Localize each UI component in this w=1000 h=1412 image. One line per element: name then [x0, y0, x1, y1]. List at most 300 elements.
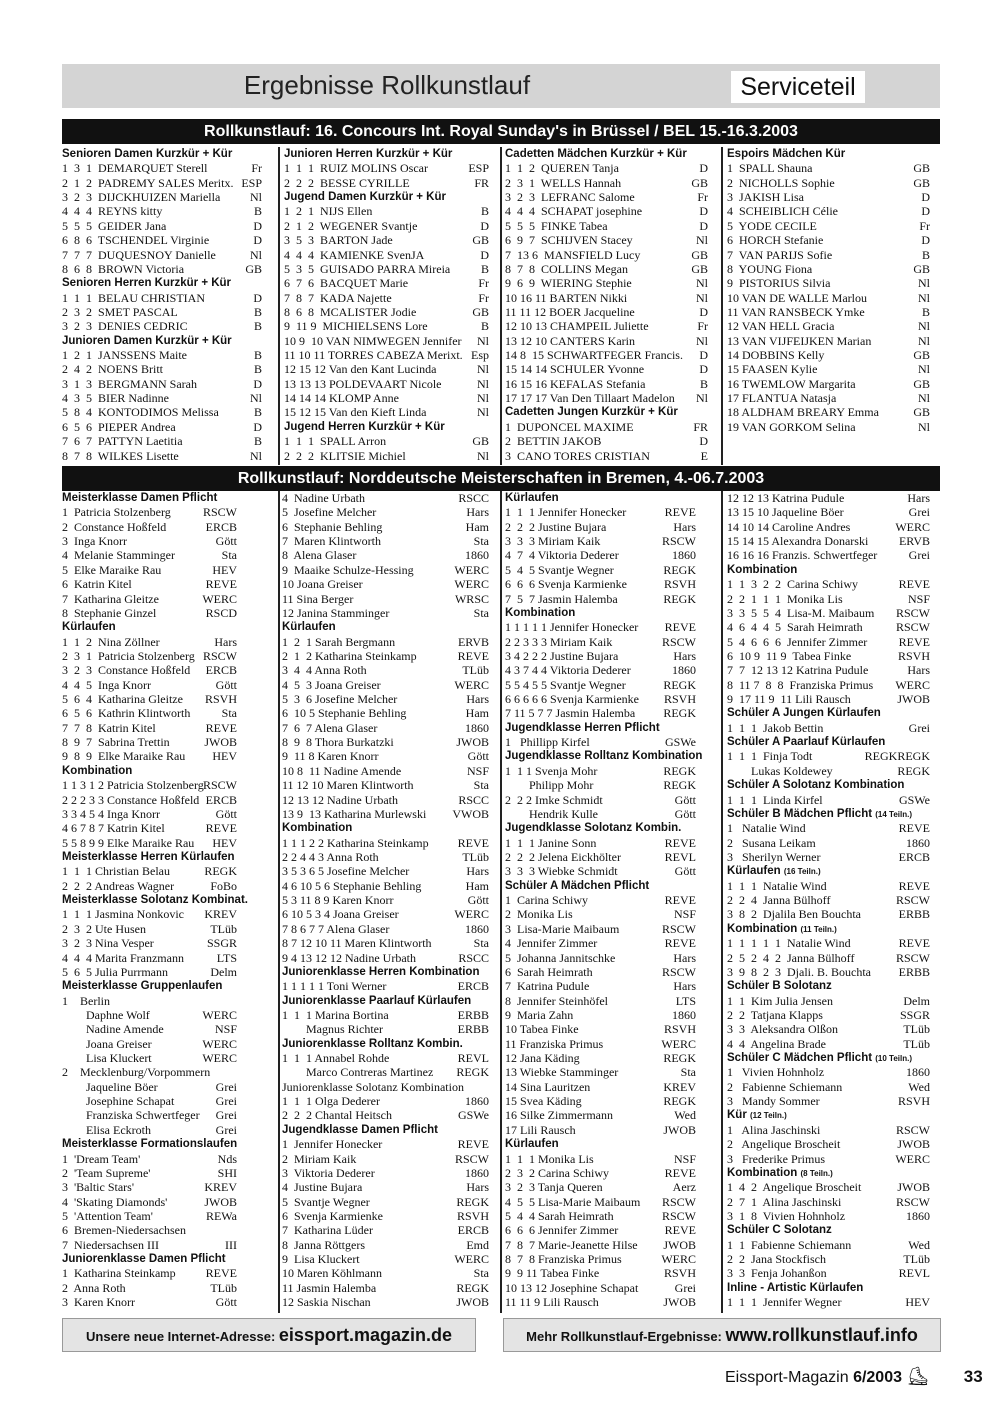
club-code: D — [699, 434, 708, 449]
result-entry: 12 12 13 Katrina Pudule — [727, 491, 845, 505]
club-code: REGK — [663, 1094, 696, 1109]
result-row — [62, 606, 237, 620]
club-code: REVL — [664, 849, 696, 864]
result-entry: 3 5 3 BARTON Jade — [284, 233, 393, 248]
result-entry: 6 8 6 TSCHENDEL Virginie — [62, 233, 210, 248]
category-heading — [505, 879, 696, 893]
result-entry: 9 17 11 9 11 Lili Rausch — [727, 692, 851, 707]
category-heading — [727, 864, 930, 878]
club-code: Ham — [465, 706, 489, 721]
result-entry: 1 1 1 2 2 Katharina Steinkamp — [282, 835, 429, 850]
result-entry: 15 14 14 SCHULER Yvonne — [505, 362, 645, 377]
club-code: ERBB — [898, 907, 930, 922]
result-entry: 8 7 8 COLLINS Megan — [505, 261, 628, 276]
result-row — [282, 1008, 489, 1022]
result-entry: 3 1 3 BERGMANN Sarah — [62, 376, 197, 391]
club-code: TLüb — [210, 1280, 237, 1295]
result-row — [62, 965, 237, 979]
result-entry: Nadine Amende — [86, 1022, 164, 1037]
result-row — [62, 190, 262, 204]
result-entry: 2 1 2 WEGENER Svantje — [284, 218, 418, 233]
result-entry: 9 9 11 Tabea Finke — [505, 1266, 600, 1281]
result-row — [727, 1209, 930, 1223]
result-entry: 9 PISTORIUS Silvia — [727, 276, 831, 291]
result-entry: 2 3 2 Ute Husen — [62, 921, 146, 936]
category-heading — [727, 1223, 930, 1237]
result-row — [62, 420, 262, 434]
result-entry: 4 7 4 Viktoria Dederer — [505, 548, 619, 563]
category-heading-plain — [282, 1080, 489, 1094]
club-code: RSVH — [897, 1094, 930, 1109]
club-code: RSVH — [897, 648, 930, 663]
result-entry: 2 2 4 Janna Bülhoff — [727, 893, 831, 908]
club-code: Nl — [250, 448, 262, 463]
result-entry: 3 3 Aleksandra Olßon — [727, 1022, 838, 1037]
result-row — [505, 893, 696, 907]
result-entry: 4 SCHEIBLICH Célie — [727, 204, 838, 219]
club-code: Esp — [471, 348, 489, 363]
result-entry: 5 5 8 9 9 Elke Maraike Rau — [62, 835, 195, 850]
club-code: D — [699, 218, 708, 233]
result-entry: Philipp Mohr — [529, 778, 594, 793]
club-code: RSCW — [661, 921, 696, 936]
heading-text: Juniorenklasse Herren Kombination — [282, 965, 480, 978]
club-code: Nl — [918, 333, 930, 348]
result-entry: 1 Natalie Wind — [727, 821, 806, 836]
club-code: ERCB — [205, 792, 237, 807]
result-row — [505, 1123, 696, 1137]
result-entry: 2 2 Tatjana Klapps — [727, 1007, 823, 1022]
result-row — [62, 534, 237, 548]
result-row — [727, 1295, 930, 1309]
participant-count: (11 Teiln.) — [800, 924, 837, 934]
result-entry: 2 Monika Lis — [505, 907, 573, 922]
result-entry: 3 Inga Knorr — [62, 534, 127, 549]
club-code: SSGR — [899, 1007, 930, 1022]
result-row — [727, 577, 930, 591]
club-code: D — [699, 348, 708, 363]
club-code: GB — [472, 304, 489, 319]
club-code: Emd — [466, 1237, 489, 1252]
club-code: Fr — [919, 218, 930, 233]
club-code: WERC — [202, 1007, 237, 1022]
result-entry: 5 3 11 8 9 Karen Knorr — [282, 893, 394, 908]
result-row — [62, 348, 262, 362]
result-entry: 1 2 1 Sarah Bergmann — [282, 634, 396, 649]
result-row — [62, 678, 237, 692]
result-entry: 1 1 1 Jakob Bettin — [727, 720, 824, 735]
result-row — [505, 319, 708, 333]
category-heading — [62, 850, 237, 864]
result-entry: 2 2 Jana Stockfisch — [727, 1252, 826, 1267]
result-entry: 5 4 5 Svantje Wegner — [505, 562, 614, 577]
result-row — [284, 434, 489, 448]
result-entry: 1 'Dream Team' — [62, 1151, 141, 1166]
club-code: REGKREGK — [864, 749, 930, 764]
result-row — [62, 291, 262, 305]
result-row — [284, 161, 489, 175]
club-code: Nl — [250, 190, 262, 205]
club-code: Nl — [696, 333, 708, 348]
club-code: FR — [693, 419, 708, 434]
category-heading — [727, 147, 930, 161]
result-row — [505, 979, 696, 993]
result-row — [505, 936, 696, 950]
result-row — [62, 663, 237, 677]
result-row — [282, 678, 489, 692]
result-entry: 13 12 10 CANTERS Karin — [505, 333, 635, 348]
result-entry: 16 Silke Zimmermann — [505, 1108, 613, 1123]
club-code: Gött — [674, 864, 696, 879]
result-row — [62, 1266, 237, 1280]
club-code: Nl — [477, 362, 489, 377]
result-row — [282, 1108, 489, 1122]
club-code: Fr — [478, 290, 489, 305]
club-code: 1860 — [906, 1065, 930, 1080]
club-code: REGK — [663, 763, 696, 778]
result-entry: 3 4 2 2 2 Justine Bujara — [505, 648, 619, 663]
club-code: WERC — [454, 1252, 489, 1267]
result-row — [282, 936, 489, 950]
footer-website-link[interactable]: eissport.magazin.de — [278, 1325, 452, 1345]
club-code: B — [699, 376, 708, 391]
result-entry: 5 4 4 Sarah Heimrath — [505, 1208, 614, 1223]
club-code: Gött — [467, 749, 489, 764]
club-code: JWOB — [897, 1137, 930, 1152]
result-row — [282, 1166, 489, 1180]
result-row — [505, 219, 708, 233]
result-row — [727, 362, 930, 376]
result-entry: 2 2 2 3 3 Constance Hoßfeld — [62, 792, 200, 807]
club-code: B — [480, 261, 489, 276]
result-row — [727, 764, 930, 778]
result-entry: 11 Jasmin Halemba — [282, 1280, 377, 1295]
result-entry: 3 Mandy Sommer — [727, 1094, 820, 1109]
club-code: RSCW — [202, 505, 237, 520]
results-column — [727, 147, 930, 434]
result-entry: 2 2 2 KLITSIE Michiel — [284, 448, 406, 463]
heading-text: Schüler C Mädchen Pflicht — [727, 1052, 873, 1065]
result-row — [62, 248, 262, 262]
result-entry: 11 12 10 Maren Klintworth — [282, 778, 414, 793]
result-entry: 15 Svea Käding — [505, 1094, 582, 1109]
result-entry: 2 2 2 BESSE CYRILLE — [284, 175, 410, 190]
club-code: GB — [913, 405, 930, 420]
result-row — [505, 1252, 696, 1266]
column-divider — [500, 147, 502, 465]
category-heading — [505, 749, 703, 763]
category-heading — [62, 1252, 237, 1266]
result-entry: 9 4 13 12 12 Nadine Urbath — [282, 950, 416, 965]
club-code: WERC — [202, 591, 237, 606]
result-row — [505, 1051, 696, 1065]
club-code: RSVH — [663, 1022, 696, 1037]
result-entry: 8 YOUNG Fiona — [727, 261, 813, 276]
category-heading — [282, 620, 489, 634]
result-row — [282, 491, 489, 505]
result-row — [282, 907, 489, 921]
club-code: 1860 — [465, 720, 489, 735]
club-code: Hars — [907, 491, 930, 505]
club-code: FoBo — [210, 878, 237, 893]
club-code: REVE — [664, 835, 696, 850]
result-row — [62, 1051, 237, 1065]
result-entry: 15 14 15 Alexandra Donarski — [727, 534, 869, 549]
result-row — [505, 305, 708, 319]
result-row — [727, 548, 930, 562]
category-heading — [727, 563, 930, 577]
results-column — [505, 491, 703, 1310]
participant-count: (14 Teiln.) — [875, 809, 913, 819]
result-row — [727, 1008, 930, 1022]
result-entry: 11 11 12 BOER Jacqueline — [505, 304, 635, 319]
club-code: GB — [691, 261, 708, 276]
result-row — [62, 577, 237, 591]
result-entry: 11 11 9 Lili Rausch — [505, 1295, 599, 1310]
result-row — [505, 692, 696, 706]
result-entry: 4 5 5 Lisa-Marie Maibaum — [505, 1194, 641, 1209]
club-code: REVE — [664, 936, 696, 951]
result-row — [727, 965, 930, 979]
result-row — [62, 1108, 237, 1122]
club-code: LTS — [216, 950, 237, 965]
category-heading — [505, 821, 696, 835]
result-entry: 12 Jana Käding — [505, 1051, 580, 1066]
result-row — [727, 994, 930, 1008]
result-row — [284, 305, 489, 319]
club-code: ERBB — [457, 1007, 489, 1022]
footer-website-label: Unsere neue Internet-Adresse: — [86, 1329, 279, 1344]
magazine-name: Eissport-Magazin — [725, 1369, 849, 1386]
club-code: ESP — [468, 161, 489, 176]
result-row — [62, 505, 237, 519]
column-divider — [721, 147, 723, 465]
result-row — [62, 233, 262, 247]
heading-text: Meisterklasse Gruppenlaufen — [62, 980, 223, 993]
category-heading — [727, 1166, 930, 1180]
club-code: RSCC — [458, 491, 489, 505]
club-code: REGK — [456, 1280, 489, 1295]
category-heading — [727, 1051, 930, 1065]
result-entry: 1 1 1 Monika Lis — [505, 1151, 594, 1166]
result-entry: 14 10 14 Caroline Andres — [727, 519, 851, 534]
result-row — [62, 1065, 237, 1079]
result-row — [62, 821, 237, 835]
result-entry: 1 1 1 Janine Sonn — [505, 835, 597, 850]
result-entry: 8 7 8 Franziska Primus — [505, 1252, 622, 1267]
club-code: REVE — [664, 505, 696, 520]
category-heading — [505, 491, 696, 505]
category-heading — [62, 979, 237, 993]
club-code: REVE — [898, 878, 930, 893]
club-code: Hars — [673, 950, 696, 965]
club-code: RSCW — [202, 648, 237, 663]
result-row — [282, 1238, 489, 1252]
result-entry: 17 FLANTUA Natasja — [727, 391, 837, 406]
result-row — [727, 1065, 930, 1079]
result-entry: 2 2 3 3 3 Miriam Kaik — [505, 634, 613, 649]
club-code: D — [921, 190, 930, 205]
result-row — [505, 1065, 696, 1079]
club-code: Gött — [215, 677, 237, 692]
result-entry: 3 4 4 Anna Roth — [282, 663, 367, 678]
page-number: 33 — [963, 1367, 983, 1386]
result-row — [62, 936, 237, 950]
results-column — [505, 147, 708, 463]
club-code: RSCW — [895, 605, 930, 620]
club-code: GSWe — [457, 1108, 489, 1123]
club-code: Grei — [215, 1122, 237, 1137]
result-entry: 2 2 4 4 3 Anna Roth — [282, 849, 379, 864]
participant-count: (12 Teiln.) — [750, 1111, 787, 1121]
club-code: REVE — [205, 577, 237, 592]
club-code: WERC — [202, 1051, 237, 1066]
result-row — [505, 1238, 696, 1252]
club-code: FR — [474, 175, 489, 190]
result-entry: 7 6 7 PATTYN Laetitia — [62, 434, 183, 449]
result-entry: 10 13 12 Josephine Schapat — [505, 1280, 639, 1295]
club-code: Sta — [473, 778, 489, 793]
club-code: REGK — [663, 591, 696, 606]
club-code: JWOB — [456, 735, 489, 750]
category-heading — [62, 276, 262, 290]
club-code: HEV — [212, 562, 237, 577]
result-entry: 1 1 Fabienne Schiemann — [727, 1237, 852, 1252]
club-code: REVE — [898, 936, 930, 951]
result-row — [62, 563, 237, 577]
club-code: RSCW — [661, 634, 696, 649]
result-row — [282, 606, 489, 620]
result-entry: 7 8 7 KADA Najette — [284, 290, 392, 305]
result-entry: 17 17 17 Van Den Tillaart Madelon — [505, 391, 675, 406]
result-row — [284, 377, 489, 391]
result-row — [505, 1022, 696, 1036]
category-heading — [282, 994, 489, 1008]
club-code: Sta — [221, 548, 237, 563]
result-row — [727, 405, 930, 419]
category-heading — [505, 606, 696, 620]
club-code: Hars — [214, 634, 237, 649]
result-row — [62, 1295, 237, 1309]
result-entry: 12 Janina Stamminger — [282, 605, 390, 620]
club-code: Sta — [680, 1065, 696, 1080]
result-row — [62, 305, 262, 319]
club-code: ERCB — [205, 519, 237, 534]
club-code: RSVH — [456, 1208, 489, 1223]
result-row — [505, 1209, 696, 1223]
result-entry: 10 Tabea Finke — [505, 1022, 579, 1037]
result-entry: 12 10 13 CHAMPEIL Juliette — [505, 319, 649, 334]
result-entry: 2 7 1 Alina Jaschinski — [727, 1194, 842, 1209]
result-row — [727, 678, 930, 692]
result-row — [282, 979, 489, 993]
result-entry: 5 Johanna Jannitschke — [505, 950, 616, 965]
result-row — [282, 850, 489, 864]
club-code: Delm — [903, 993, 930, 1008]
result-row — [282, 520, 489, 534]
result-row — [62, 362, 262, 376]
result-entry: 3 2 3 LEFRANC Salome — [505, 190, 635, 205]
result-row — [727, 1266, 930, 1280]
result-row — [62, 793, 237, 807]
club-code: TLüb — [462, 663, 489, 678]
footer-results-link[interactable]: www.rollkunstlauf.info — [725, 1325, 918, 1345]
club-code: D — [480, 247, 489, 262]
club-code: Nl — [477, 376, 489, 391]
result-entry: Marco Contreras Martinez — [306, 1065, 434, 1080]
result-entry: 4 6 4 4 5 Sarah Heimrath — [727, 620, 863, 635]
result-row — [282, 1266, 489, 1280]
result-row — [727, 836, 930, 850]
result-entry: 1 Vivien Hohnholz — [727, 1065, 825, 1080]
club-code: RSCW — [454, 1151, 489, 1166]
result-entry: 1 Alina Jaschinski — [727, 1122, 821, 1137]
column-divider — [500, 491, 502, 1313]
result-entry: Joana Greiser — [86, 1036, 152, 1051]
result-row — [505, 505, 696, 519]
result-row — [62, 1166, 237, 1180]
club-code: WERC — [895, 519, 930, 534]
heading-text: Juniorenklasse Solotanz Kombination — [282, 1079, 464, 1094]
result-row — [284, 405, 489, 419]
club-code: 1860 — [906, 1208, 930, 1223]
result-row — [505, 649, 696, 663]
result-entry: 13 15 10 Jaqueline Böer — [727, 505, 844, 520]
result-row — [505, 706, 696, 720]
club-code: RSCW — [661, 1194, 696, 1209]
result-entry: 1 4 2 Angelique Broscheit — [727, 1180, 862, 1195]
result-row — [62, 219, 262, 233]
result-entry: 8 11 7 8 8 Franziska Primus — [727, 677, 874, 692]
result-entry: 5 5 5 FINKE Tabea — [505, 218, 608, 233]
result-entry: 8 Stephanie Ginzel — [62, 605, 157, 620]
result-entry: 3 Lisa-Marie Maibaum — [505, 921, 620, 936]
club-code: GB — [245, 261, 262, 276]
result-entry: 12 13 12 Nadine Urbath — [282, 792, 398, 807]
club-code: Nl — [477, 405, 489, 420]
result-entry: 4 Justine Bujara — [282, 1180, 363, 1195]
category-heading — [284, 190, 489, 204]
result-entry: 1 1 1 1 1 Jennifer Honecker — [505, 620, 639, 635]
club-code: Nl — [696, 233, 708, 248]
heading-text: Meisterklasse Formationslaufen — [62, 1138, 238, 1151]
result-row — [282, 505, 489, 519]
result-entry: 7 6 7 Alena Glaser — [282, 720, 378, 735]
club-code: Sta — [473, 1266, 489, 1281]
club-code: D — [253, 376, 262, 391]
club-code: JWOB — [897, 1180, 930, 1195]
result-row — [505, 1223, 696, 1237]
club-code: RSVH — [204, 692, 237, 707]
result-entry: 3 2 3 Nina Vesper — [62, 936, 154, 951]
result-row — [505, 965, 696, 979]
result-entry: 13 13 13 POLDEVAART Nicole — [284, 376, 442, 391]
result-row — [505, 735, 696, 749]
club-code: RSCW — [202, 778, 237, 793]
club-code: B — [253, 319, 262, 334]
result-row — [727, 592, 930, 606]
club-code: Nds — [217, 1151, 237, 1166]
result-row — [62, 262, 262, 276]
result-entry: 2 3 2 Carina Schiwy — [505, 1165, 609, 1180]
club-code: Hars — [907, 663, 930, 678]
club-code: REVE — [898, 577, 930, 592]
result-row — [62, 204, 262, 218]
result-entry: 4 6 7 8 7 Katrin Kitel — [62, 821, 165, 836]
result-entry: 6 10 5 3 4 Joana Greiser — [282, 907, 399, 922]
result-entry: 10 VAN DE WALLE Marlou — [727, 290, 867, 305]
club-code: NSF — [466, 763, 489, 778]
